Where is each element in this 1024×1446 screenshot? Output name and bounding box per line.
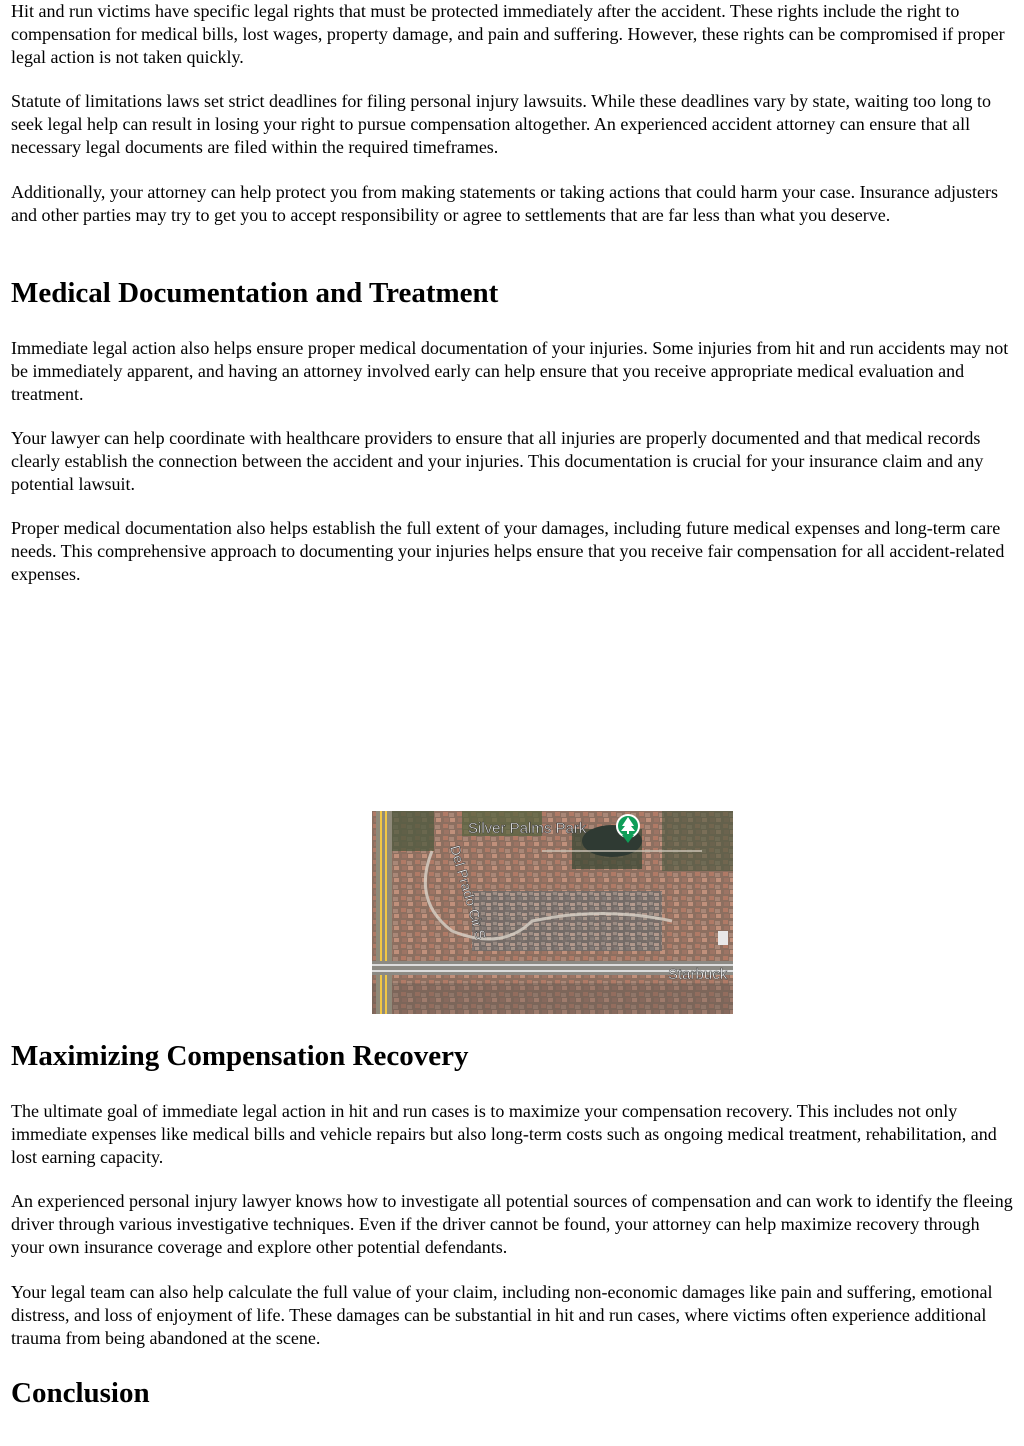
map-label-business: Starbuck bbox=[668, 966, 728, 983]
paragraph-compensation-1: The ultimate goal of immediate legal action in hit and run cases is to maximize your compensation recovery. This includes not only immediate expenses like medical bills and vehicle repairs but also long-term costs such as ongoing medical treatment, rehabilitation, and lost earning capacity. bbox=[11, 1101, 997, 1167]
paragraph-compensation-3: Your legal team can also help calculate the full value of your claim, including non-economic damages like pain and suffering, emotional distress, and loss of enjoyment of life. These damages can be substantial in hit and run cases, where victims often experience additional trauma from being abandoned at the scene. bbox=[11, 1282, 993, 1348]
paragraph-medical-3: Proper medical documentation also helps establish the full extent of your damages, including future medical expenses and long-term care needs. This comprehensive approach to documenting your injuries helps ensure that you receive fair compensation for all accident-related expenses. bbox=[11, 518, 1005, 584]
paragraph-medical-2: Your lawyer can help coordinate with healthcare providers to ensure that all injuries are properly documented and that medical records clearly establish the connection between the accident and your injuries. This documentation is crucial for your insurance claim and any potential lawsuit. bbox=[11, 428, 984, 494]
paragraph-compensation-2: An experienced personal injury lawyer knows how to investigate all potential sources of compensation and can work to identify the fleeing driver through various investigative techniques. Even if the driver cannot be found, your attorney can help maximize recovery through your own insurance coverage and explore other potential defendants. bbox=[11, 1191, 1013, 1257]
paragraph-statute-of-limitations: Statute of limitations laws set strict deadlines for filing personal injury lawsuits. While these deadlines vary by state, waiting too long to seek legal help can result in losing your right to pursue compensation altogether. An experienced accident attorney can ensure that all necessary legal documents are filed within the required timeframes. bbox=[11, 91, 991, 157]
paragraph-medical-1: Immediate legal action also helps ensure proper medical documentation of your injuries. Some injuries from hit and run accidents may not be immediately apparent, and having an attorney involved early can help ensure that you receive appropriate medical evaluation and treatment. bbox=[11, 338, 1009, 404]
satellite-map-image bbox=[372, 811, 733, 1014]
paragraph-attorney-protection: Additionally, your attorney can help protect you from making statements or taking actions that could harm your case. Insurance adjusters and other parties may try to get you to accept responsibility or agree to settlements that are far less than what you deserve. bbox=[11, 182, 999, 225]
heading-maximizing-compensation: Maximizing Compensation Recovery bbox=[11, 1040, 469, 1072]
heading-medical-documentation: Medical Documentation and Treatment bbox=[11, 277, 499, 309]
map-label-park: Silver Palms Park bbox=[468, 820, 587, 837]
map-label-street: Del Prado Cir S bbox=[447, 843, 490, 942]
paragraph-legal-rights: Hit and run victims have specific legal rights that must be protected immediately after the accident. These rights include the right to compensation for medical bills, lost wages, property damage, and pain and suffering. However, these rights can be compromised if proper legal action is not taken quickly. bbox=[11, 1, 1005, 67]
heading-conclusion: Conclusion bbox=[11, 1377, 150, 1409]
